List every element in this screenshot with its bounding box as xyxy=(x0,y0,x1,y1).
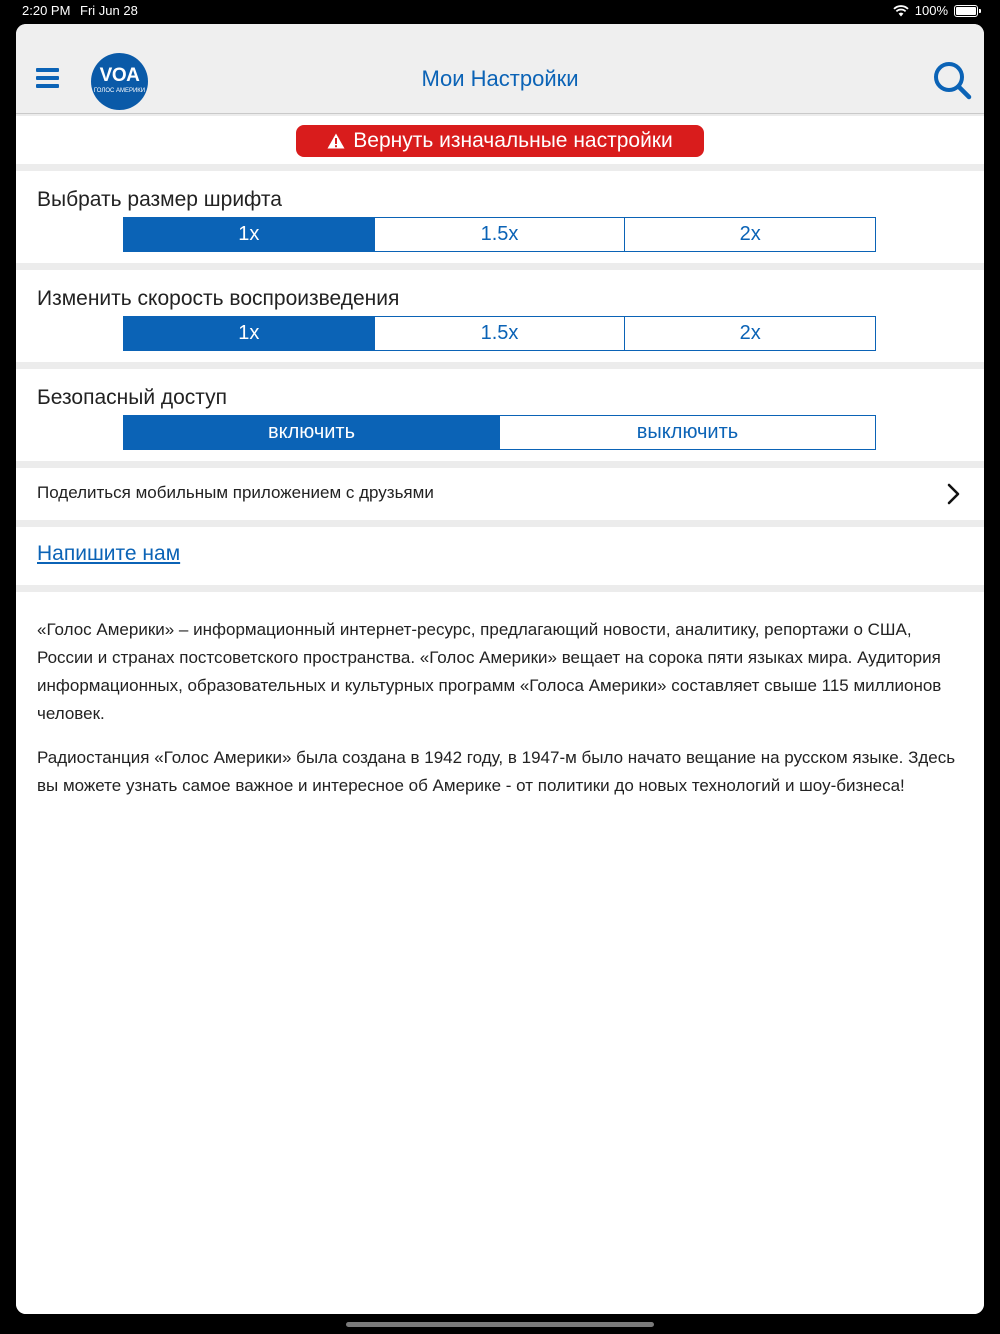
secure-access-section xyxy=(16,369,984,461)
reset-section xyxy=(16,116,984,164)
about-paragraph: «Голос Америки» – информационный интернет-ресурс, предлагающий новости, аналитику, репортажи о США, России и странах постсоветского пространства. «Голос Америки» вещает на сорока пяти языках мира. Аудитория информационных, образовательных и культурных программ «Голоса Америки» составляет свыше 115 миллионов человек. xyxy=(37,620,942,723)
playback-speed-option-1-5x[interactable]: 1.5x xyxy=(375,317,626,350)
search-icon[interactable] xyxy=(932,60,972,100)
share-app-label: Поделиться мобильным приложением с друзьями xyxy=(37,483,434,502)
font-size-option-1x[interactable]: 1x xyxy=(124,218,375,251)
playback-speed-option-1x[interactable]: 1x xyxy=(124,317,375,350)
font-size-option-1-5x[interactable]: 1.5x xyxy=(375,218,626,251)
secure-access-on[interactable]: включить xyxy=(124,416,500,449)
font-size-selector xyxy=(123,217,876,252)
header xyxy=(16,24,984,114)
battery-percent: 100% xyxy=(914,3,948,18)
settings-content xyxy=(16,116,984,1314)
about-paragraph: Радиостанция «Голос Америки» была создана в 1942 году, в 1947-м было начато вещание на русском языке. Здесь вы можете узнать самое важное и интересное об Америке - от политики до новых технологий и шоу-бизнеса! xyxy=(37,748,956,795)
app-window xyxy=(16,24,984,1314)
status-time: 2:20 PM xyxy=(22,3,71,18)
reset-settings-button[interactable] xyxy=(296,125,704,157)
playback-speed-option-2x[interactable]: 2x xyxy=(625,317,875,350)
chevron-right-icon xyxy=(946,482,962,506)
home-indicator[interactable] xyxy=(346,1322,654,1327)
warning-icon xyxy=(327,133,345,149)
share-app-row[interactable] xyxy=(16,468,984,520)
contact-us-link[interactable]: Напишите нам xyxy=(37,542,181,565)
reset-settings-label: Вернуть изначальные настройки xyxy=(353,129,673,152)
about-section xyxy=(16,592,984,1314)
secure-access-selector xyxy=(123,415,876,450)
status-bar xyxy=(0,0,1000,22)
font-size-label: Выбрать размер шрифта xyxy=(37,188,282,211)
secure-access-label: Безопасный доступ xyxy=(37,386,228,409)
battery-fill xyxy=(956,7,976,15)
font-size-option-2x[interactable]: 2x xyxy=(625,218,875,251)
contact-section xyxy=(16,527,984,585)
status-indicators xyxy=(893,3,978,18)
status-date: Fri Jun 28 xyxy=(80,3,138,18)
playback-speed-section xyxy=(16,270,984,362)
logo-sub-text: ГОЛОС АМЕРИКИ xyxy=(93,88,146,94)
font-size-section xyxy=(16,171,984,263)
page-title: Мои Настройки xyxy=(421,66,579,91)
playback-speed-selector xyxy=(123,316,876,351)
battery-icon xyxy=(954,5,978,17)
wifi-icon xyxy=(893,5,909,17)
secure-access-off[interactable]: выключить xyxy=(500,416,875,449)
logo-main-text: VOA xyxy=(99,65,140,86)
playback-speed-label: Изменить скорость воспроизведения xyxy=(37,287,400,310)
